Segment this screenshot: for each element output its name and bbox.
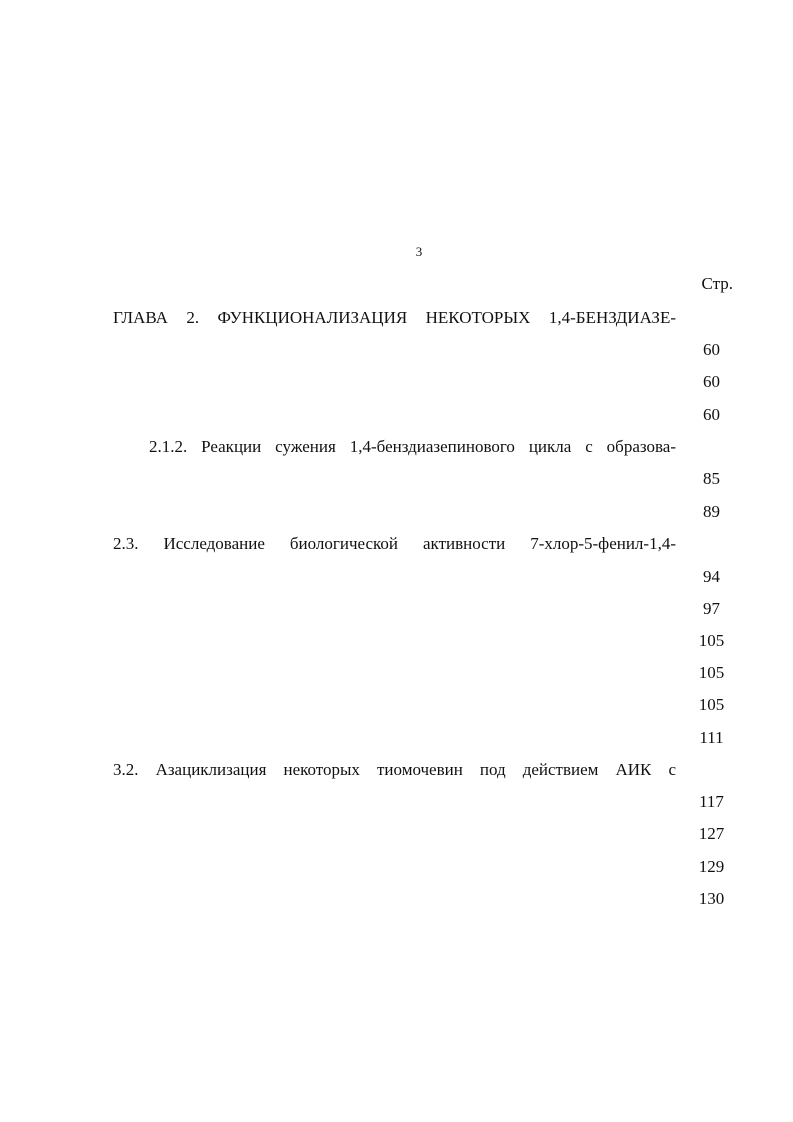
- toc-page-number: 117: [699, 792, 724, 811]
- toc-page-number: 60: [703, 372, 720, 391]
- toc-page-number: 130: [698, 889, 725, 908]
- toc-page-number: 89: [703, 502, 720, 521]
- toc-entry-2-1-2-line1: 2.1.2. Реакции сужения 1,4-бенздиазепинового цикла с образова-: [149, 437, 676, 456]
- page-number: 3: [415, 244, 423, 259]
- toc-page-number: 97: [703, 599, 720, 618]
- toc-entry-2-3-line1: 2.3. Исследование биологической активности 7-хлор-5-фенил-1,4-: [113, 534, 676, 553]
- toc-page-number: 60: [703, 340, 720, 359]
- toc-page-number: 111: [699, 728, 724, 747]
- toc-page-number: 85: [703, 469, 720, 488]
- toc-page-number: 60: [703, 405, 720, 424]
- toc-entry-3-2-line1: 3.2. Азациклизация некоторых тиомочевин под действием АИК с: [113, 760, 676, 779]
- toc-page-number: 94: [703, 567, 720, 586]
- toc-page-number: 129: [698, 857, 725, 876]
- toc-page-number: 105: [698, 663, 725, 682]
- toc-page-number: 105: [698, 695, 725, 714]
- pages-column-header: Стр.: [701, 274, 733, 293]
- toc-entry-chapter-2-line1: ГЛАВА 2. ФУНКЦИОНАЛИЗАЦИЯ НЕКОТОРЫХ 1,4-БЕНЗДИАЗЕ-: [113, 308, 676, 327]
- toc-page-number: 127: [698, 824, 725, 843]
- toc-page-number: 105: [698, 631, 725, 650]
